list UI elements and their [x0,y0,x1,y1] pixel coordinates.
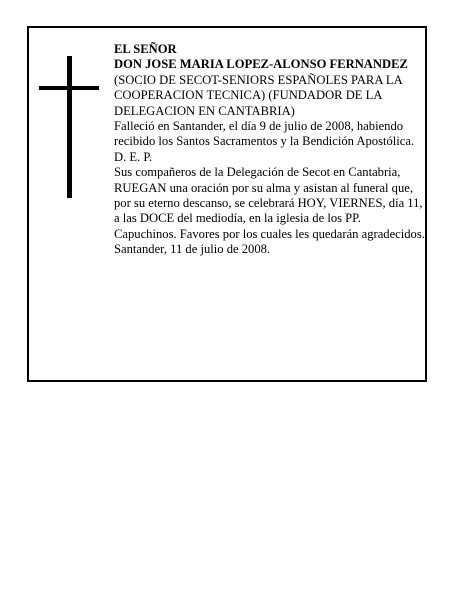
cross-vertical-bar [67,56,72,198]
cross-horizontal-bar [39,86,99,90]
obituary-notice [27,26,427,382]
deceased-name: DON JOSE MARIA LOPEZ-ALONSO FERNANDEZ [114,57,408,72]
affiliation: (SOCIO DE SECOT-SENIORS ESPAÑOLES PARA LA COOPERACION TECNICA) (FUNDADOR DE LA DELEGACION EN CANTABRIA) [114,72,402,118]
closing-place-date: Santander, 11 de julio de 2008. [114,242,271,257]
funeral-announcement: Sus compañeros de la Delegación de Secot en Cantabria, RUEGAN una oración por su alma y asistan al funeral que, por su eterno descanso, se celebrará HOY, VIERNES, día 11, a las DOCE del mediodía, en la iglesia de los PP. Capuchinos. Favores por los cuales les quedarán agradecidos. [114,165,425,241]
rest-in-peace: D. E. P. [114,149,153,164]
notice-text [114,42,426,258]
notice-title: EL SEÑOR [114,42,177,56]
death-details: Falleció en Santander, el día 9 de julio de 2008, habiendo recibido los Santos Sacramentos y la Bendición Apostólica. [114,119,415,149]
